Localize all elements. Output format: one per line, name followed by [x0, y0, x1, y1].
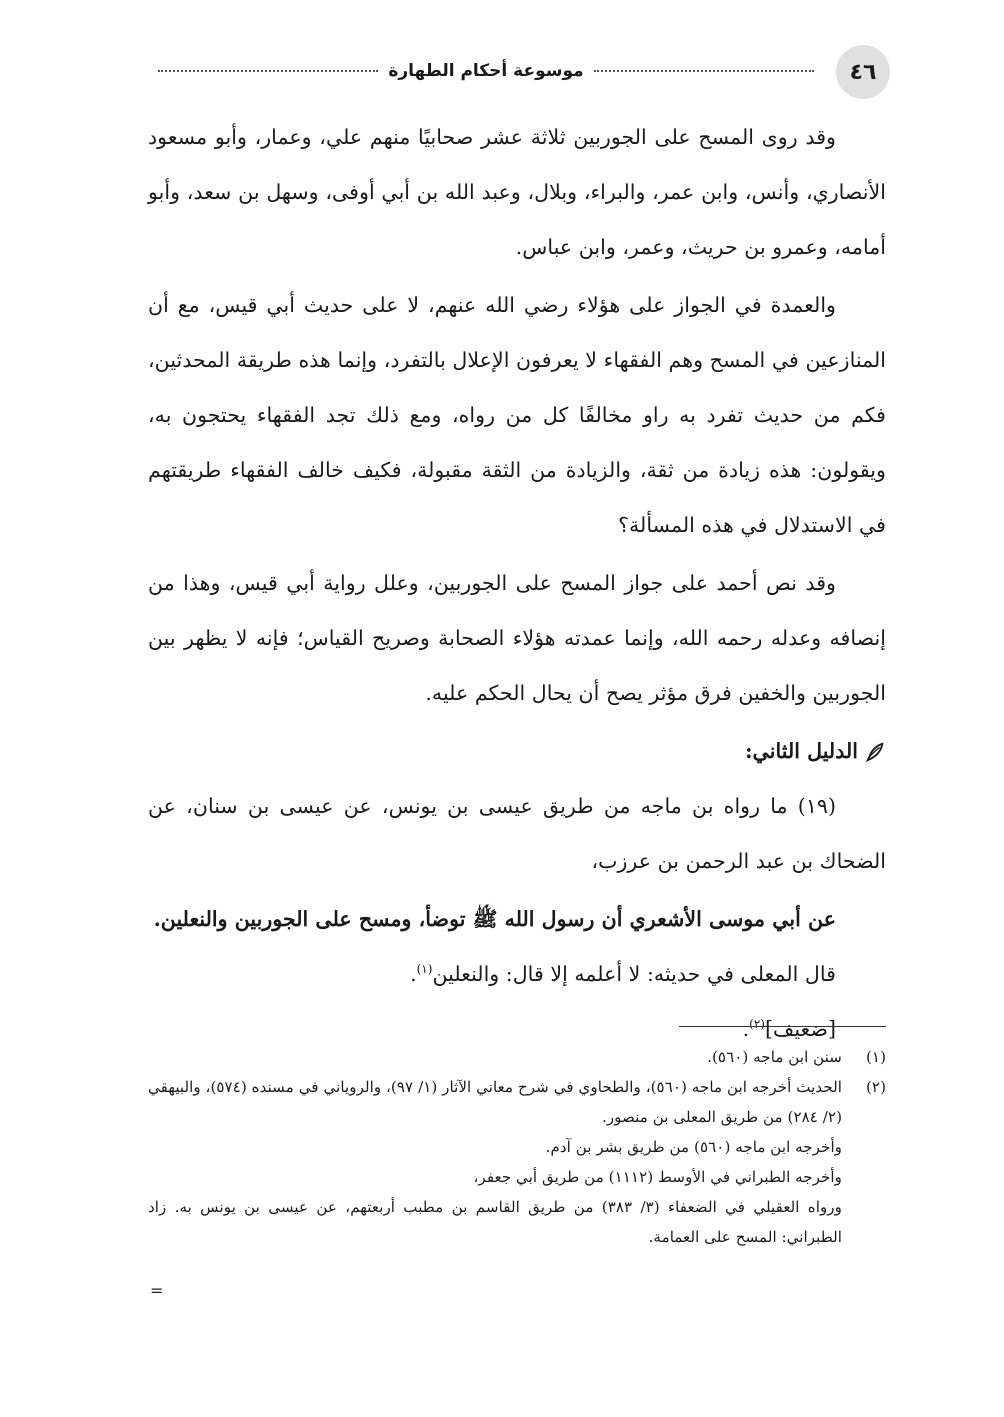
footnote-separator: [679, 1026, 886, 1027]
header-dots-right: [594, 70, 814, 72]
paragraph-1: وقد روى المسح على الجوربين ثلاثة عشر صحابيًا منهم علي، وعمار، وأبو مسعود الأنصاري، وأنس، وابن عمر، والبراء، وبلال، وعبد الله بن أبي أوفى، وسهل بن سعد، وأبو أمامه، وعمرو بن حريث، وعمر، وابن عباس.: [148, 125, 886, 259]
narrator-comment-text: قال المعلى في حديثه: لا أعلمه إلا قال: والنعلين: [432, 962, 836, 986]
footnotes: [148, 1042, 886, 1252]
page-number: ٤٦: [836, 45, 890, 99]
narrator-comment-end: .: [410, 962, 417, 986]
section-heading: [148, 724, 886, 779]
footnote-2-line-3: وأخرجه الطبراني في الأوسط (١١١٢) من طريق أبي جعفر،: [473, 1168, 842, 1186]
footnote-1-number: (١): [865, 1048, 886, 1066]
hadith-text: عن أبي موسى الأشعري أن رسول الله ﷺ توضأ، ومسح على الجوربين والنعلين.: [153, 907, 836, 931]
narrator-comment: [148, 947, 886, 1002]
section-heading-text: الدليل الثاني:: [744, 739, 858, 763]
footnote-ref-2[interactable]: (٢): [749, 1017, 765, 1032]
footnote-2-number: (٢): [865, 1078, 886, 1096]
grading-text: [ضعيف]: [764, 1017, 836, 1041]
main-text: [148, 110, 886, 1057]
running-header: [148, 56, 824, 86]
grading-end: .: [742, 1017, 750, 1041]
footnote-1-text: سنن ابن ماجه (٥٦٠).: [707, 1048, 842, 1066]
footnote-ref-1[interactable]: (١): [416, 962, 433, 977]
footnote-continued-marker: =: [150, 1281, 164, 1300]
paragraph-2: والعمدة في الجواز على هؤلاء رضي الله عنهم، لا على حديث أبي قيس، مع أن المنازعين في المسح وهم الفقهاء لا يعرفون الإعلال بالتفرد، وإنما هذه طريقة المحدثين، فكم من حديث تفرد به راو مخالفًا كل من رواه، ومع ذلك تجد الفقهاء يحتجون به، ويقولون: هذه زيادة من ثقة، والزيادة من الثقة مقبولة، فكيف خالف الفقهاء طريقتهم في الاستدلال في هذه المسألة؟: [148, 293, 887, 537]
footnote-2: [148, 1072, 886, 1132]
footnote-2-line-4: ورواه العقيلي في الضعفاء (٣/ ٣٨٣) من طريق القاسم بن مطبب أربعتهم، عن عيسى بن يونس به. زاد الطبراني: المسح على العمامة.: [148, 1198, 842, 1246]
footnote-1: [148, 1042, 886, 1072]
header-dots-left: [158, 70, 378, 72]
quill-icon: [864, 741, 886, 763]
paragraph-4: (١٩) ما رواه بن ماجه من طريق عيسى بن يونس، عن عيسى بن سنان، عن الضحاك بن عبد الرحمن بن عرزب،: [148, 794, 886, 873]
running-title: موسوعة أحكام الطهارة: [388, 61, 584, 81]
footnote-2-text: الحديث أخرجه ابن ماجه (٥٦٠)، والطحاوي في شرح معاني الآثار (١/ ٩٧)، والروياني في مسنده (٥٧٤)، والبيهقي (٢/ ٢٨٤) من طريق المعلى بن منصور.: [148, 1078, 843, 1126]
footnote-2-line-2: وأخرجه ابن ماجه (٥٦٠) من طريق بشر بن آدم.: [545, 1138, 842, 1156]
paragraph-3: وقد نص أحمد على جواز المسح على الجوربين، وعلل رواية أبي قيس، وهذا من إنصافه وعدله رحمه الله، وإنما عمدته هؤلاء الصحابة وصريح القياس؛ فإنه لا يظهر بين الجوربين والخفين فرق مؤثر يصح أن يحال الحكم عليه.: [148, 571, 886, 705]
